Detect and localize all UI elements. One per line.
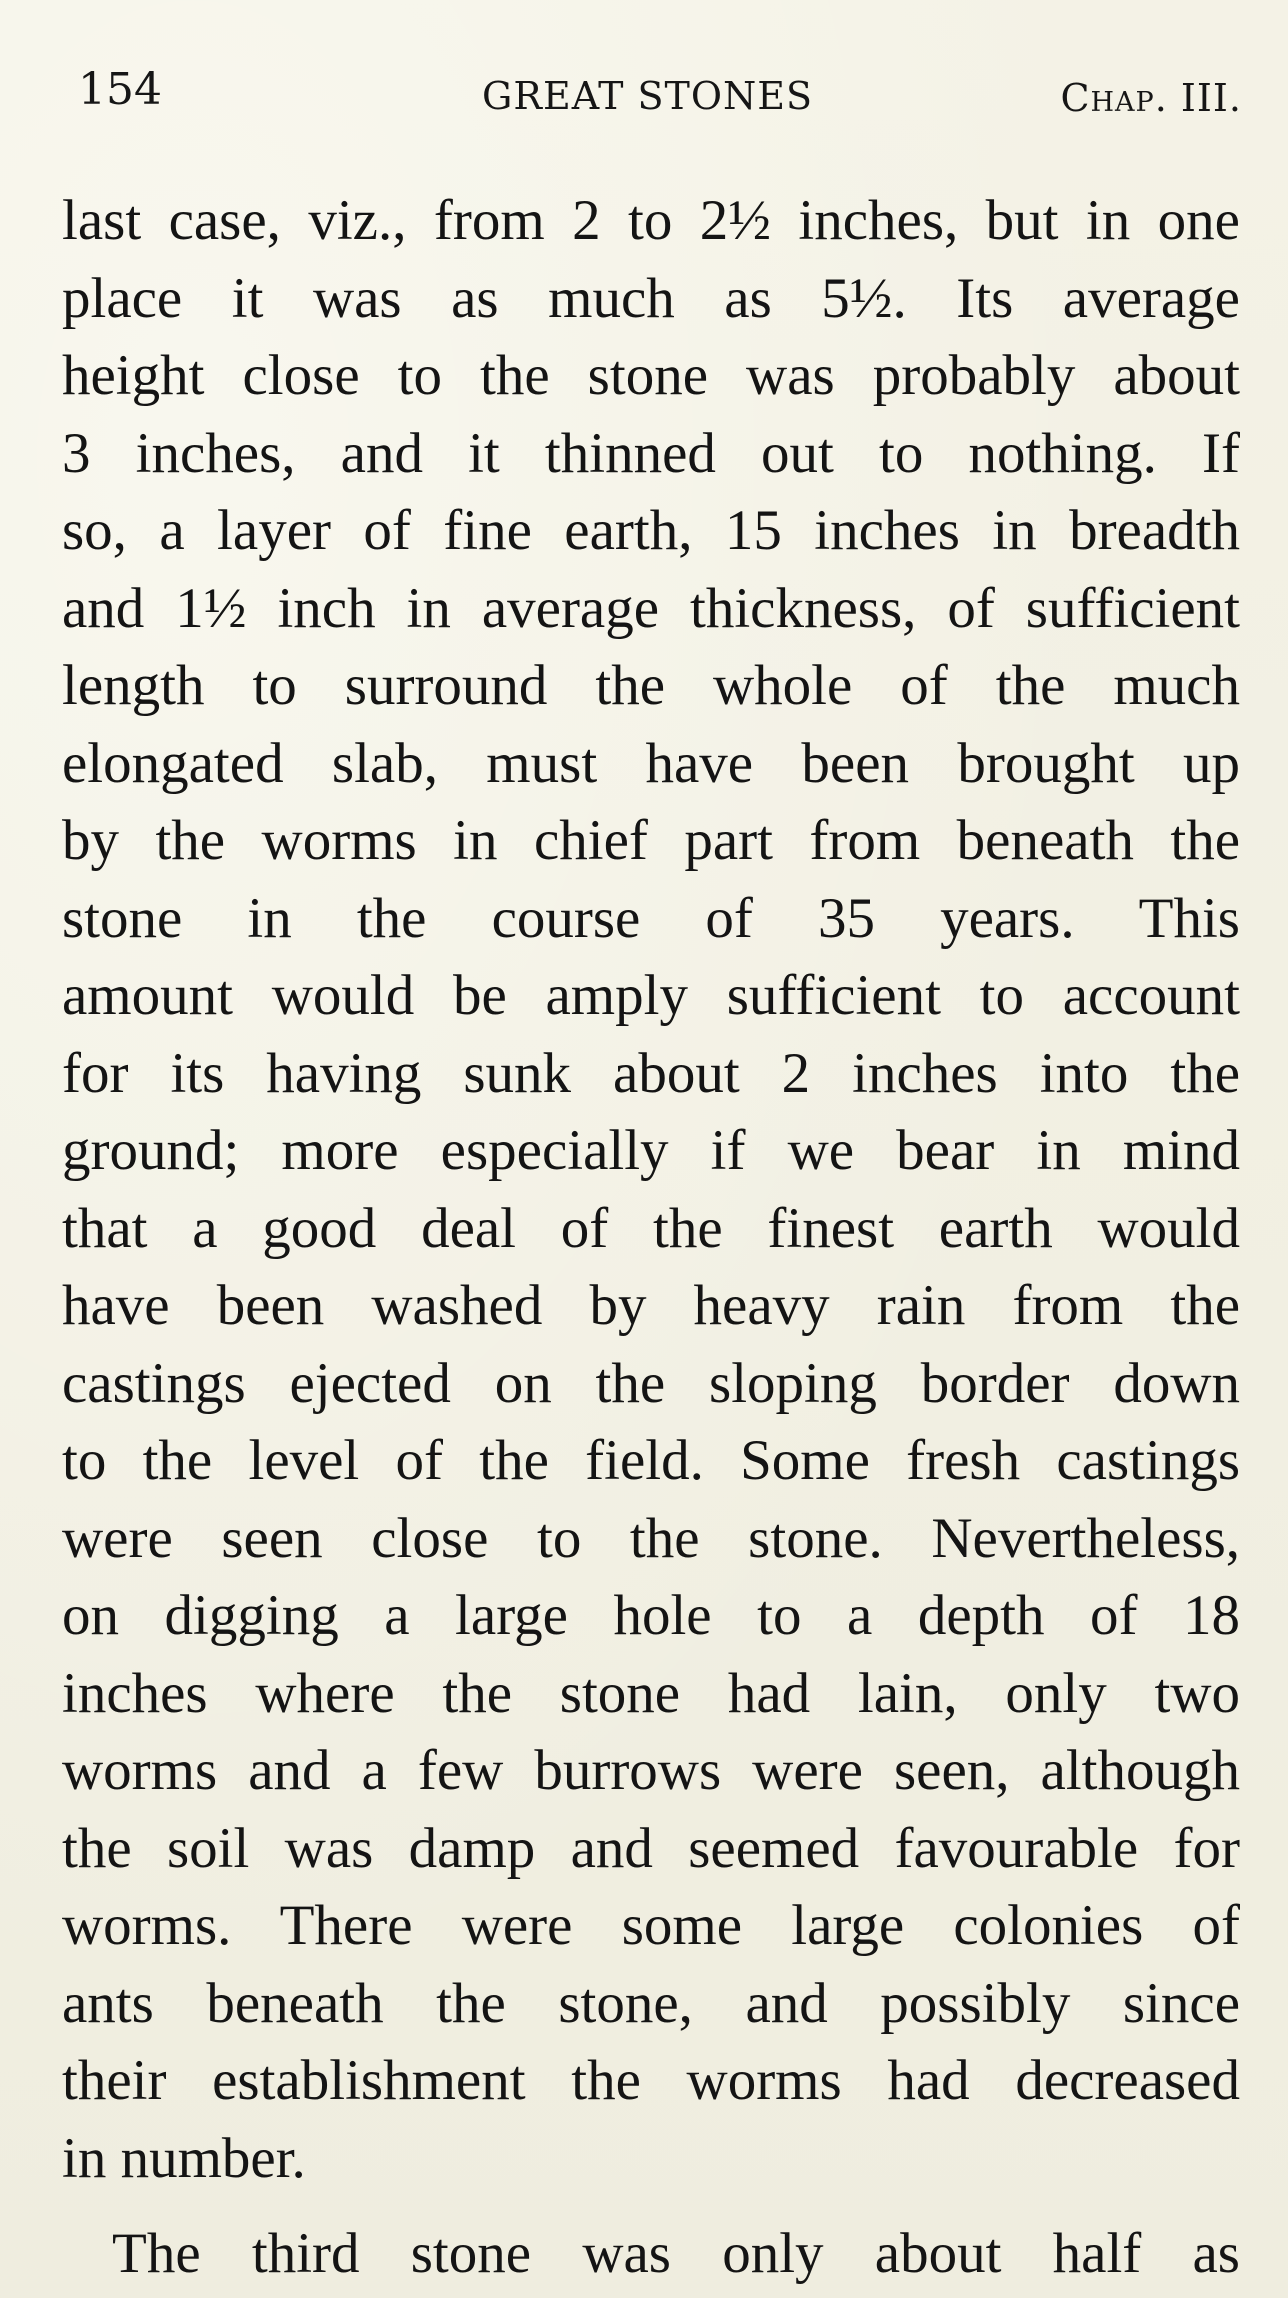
- running-title: GREAT STONES: [482, 74, 814, 118]
- running-head: [72, 62, 1242, 132]
- text-line: 3 inches, and it thinned out to nothing. If: [62, 421, 1240, 485]
- text-line: on digging a large hole to a depth of 18: [62, 1584, 1240, 1647]
- text-line: last case, viz., from 2 to 2½ inches, but in one: [62, 189, 1240, 252]
- text-line: stone in the course of 35 years. This: [62, 886, 1240, 950]
- text-line: so, a layer of fine earth, 15 inches in breadth: [62, 499, 1240, 562]
- text-line: that a good deal of the finest earth would: [62, 1196, 1240, 1260]
- text-line: amount would be amply sufficient to account: [62, 964, 1240, 1027]
- text-line: height close to the stone was probably about: [62, 344, 1240, 407]
- text-line: worms and a few burrows were seen, although: [62, 1739, 1240, 1802]
- text-line: place it was as much as 5½. Its average: [62, 266, 1240, 330]
- text-line: for its having sunk about 2 inches into the: [62, 1041, 1240, 1105]
- text-line: inches where the stone had lain, only two: [62, 1661, 1240, 1725]
- paragraph-start-line: The third stone was only about half as: [112, 2222, 1240, 2285]
- text-line: castings ejected on the sloping border down: [62, 1351, 1240, 1415]
- text-line: ants beneath the stone, and possibly since: [62, 1971, 1240, 2035]
- text-line: length to surround the whole of the much: [62, 654, 1240, 717]
- paragraph-end-line: in number.: [62, 2126, 306, 2190]
- text-line: elongated slab, must have been brought up: [62, 731, 1240, 795]
- text-line: have been washed by heavy rain from the: [62, 1274, 1240, 1337]
- text-line: ground; more especially if we bear in mind: [62, 1119, 1240, 1182]
- chapter-reference: Chap. III.: [1060, 76, 1242, 120]
- text-line: their establishment the worms had decreased: [62, 2049, 1240, 2112]
- text-line: worms. There were some large colonies of: [62, 1894, 1240, 1957]
- text-line: the soil was damp and seemed favourable for: [62, 1816, 1240, 1880]
- text-line: were seen close to the stone. Nevertheless,: [62, 1506, 1240, 1570]
- text-line: and 1½ inch in average thickness, of sufficient: [62, 576, 1240, 640]
- text-line: by the worms in chief part from beneath the: [62, 809, 1240, 872]
- text-line: to the level of the field. Some fresh castings: [62, 1429, 1240, 1492]
- page-number: 154: [78, 64, 162, 115]
- body-text: [62, 182, 1240, 2293]
